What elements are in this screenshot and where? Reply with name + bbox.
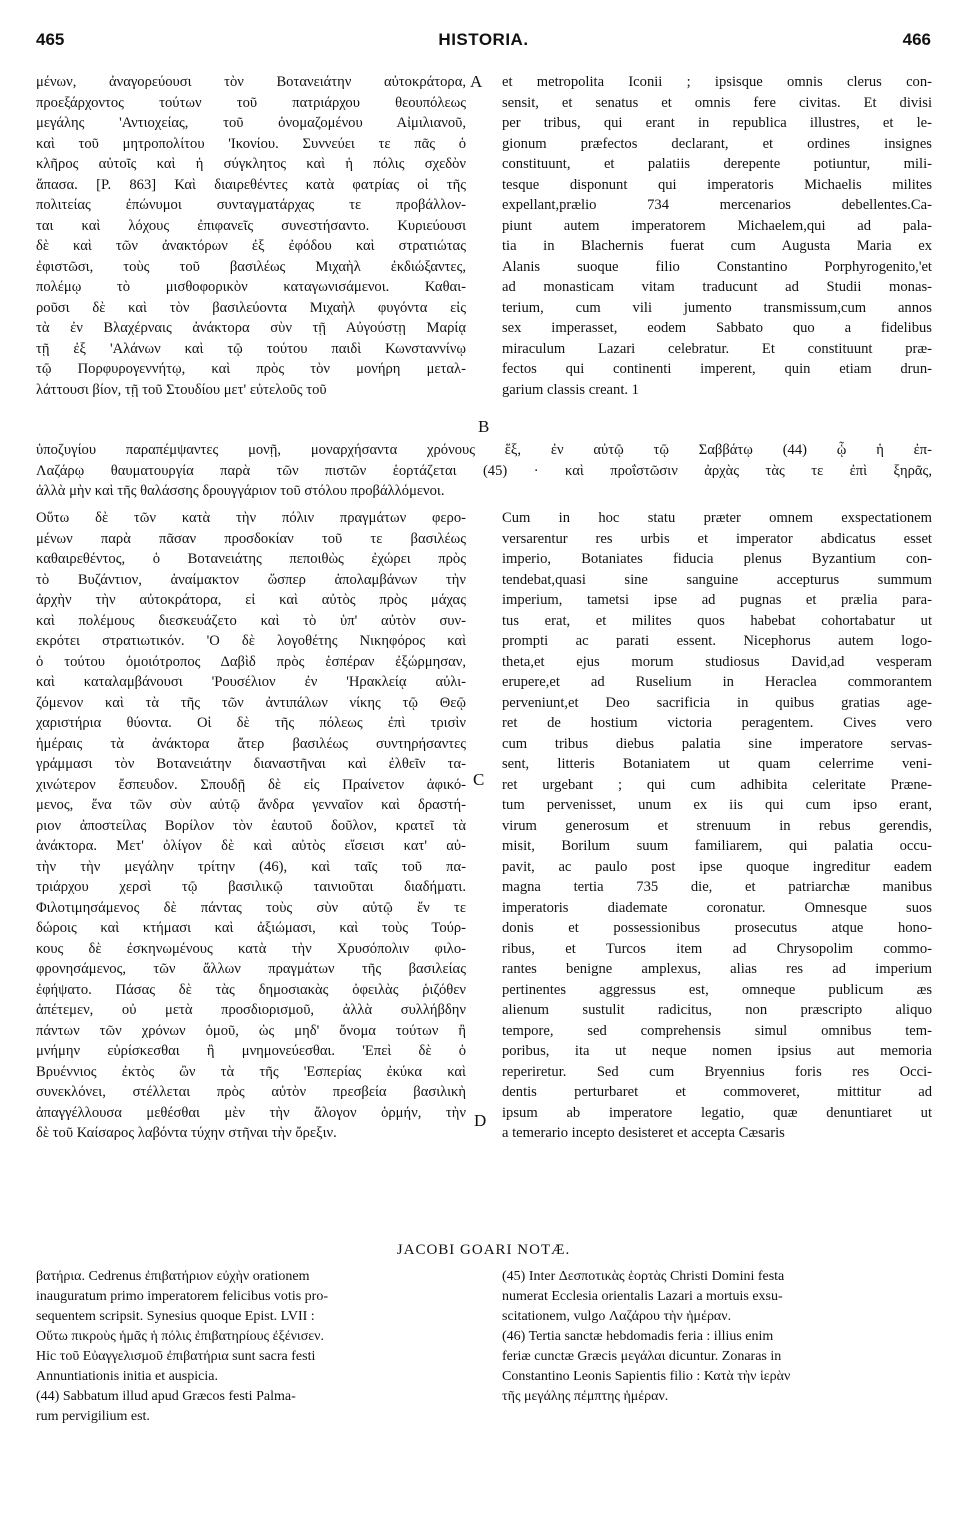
margin-letter-b: B xyxy=(478,417,490,436)
margin-letter-a: A xyxy=(470,72,483,91)
text-line: per tribus, qui erant in republica illustres, et le- xyxy=(502,115,932,131)
text-line: gionum præfectos declarant, et ordines insignes xyxy=(502,135,932,152)
greek-column-bottom xyxy=(36,508,466,1144)
text-line: numerat Ecclesia orientalis Lazari a mortuis exsu- xyxy=(502,1289,783,1304)
text-line: et metropolita Iconii ; ipsisque omnis clerus con- xyxy=(502,74,932,90)
text-line: πολιτείας ἐπώνυμοι συνταγματάρχας τε προβάλλον- xyxy=(36,197,466,213)
text-line: μένων παρὰ πᾶσαν προσδοκίαν τοῦ τε βασιλέως xyxy=(36,530,466,547)
text-line: tus erat, et milites quos habebat cohortabatur ut xyxy=(502,612,932,629)
text-line: Λαζάρῳ θαυματουργία παρὰ τῶν πιστῶν ἑορτάζεται (45) · καὶ προΐστῶσιν ἀρχὰς τὰς τε ἐπὶ ξηρᾶς, xyxy=(36,462,932,479)
text-line: ἅπασα. [P. 863] Καὶ διαιρεθέντες κατὰ φατρίας οἱ τῆς xyxy=(36,176,466,193)
text-line: κους δὲ ἐσκηνωμένους κατὰ τὴν Χρυσόπολιν φιλο- xyxy=(36,940,466,957)
notes-left-column xyxy=(36,1267,466,1427)
text-line: μεγάλης 'Αντιοχείας, τοῦ ὀνομαζομένου Αἰμιλιανοῦ, xyxy=(36,115,466,131)
text-line: tum pervenisset, unum ex iis qui cum ipso erant, xyxy=(502,797,932,813)
text-line: Annuntiationis initia et auspicia. xyxy=(36,1369,218,1384)
text-line: Alanis suoque filio Constantino Porphyrogenito,'et xyxy=(502,258,932,275)
text-line: piunt autem imperatorem Michaelem,qui ad pala- xyxy=(502,217,932,234)
text-line: expellant,prælio 734 mercenarios debellentes.Ca- xyxy=(502,197,932,213)
text-line: ριον ἀποστείλας Βορίλον τὸν ἑαυτοῦ δοῦλον, κρατεῖ τὰ xyxy=(36,817,466,834)
notes-heading: JACOBI GOARI NOTÆ. xyxy=(396,1242,571,1258)
notes-right-column xyxy=(502,1267,932,1407)
text-line: terium, cum vili jumento transmissum,cum annos xyxy=(502,299,932,316)
margin-letter-d: D xyxy=(474,1111,487,1130)
text-line: λάττουσι βίον, τῇ τοῦ Στουδίου μετ' εὐτελοῦς τοῦ xyxy=(36,381,327,398)
text-line: ἐφήψατο. Πάσας δὲ τὰς δημοσιακὰς ὀφειλὰς ῥιζόθεν xyxy=(36,981,466,998)
text-line: versarentur res urbis et imperator abdicatus esset xyxy=(502,530,932,547)
text-line: δὲ καὶ τῶν ἀνακτόρων ἐξ ἐφόδου καὶ στρατιώτας xyxy=(36,238,466,254)
text-line: τὸ Βυζάντιον, ἀναίμακτον ὥσπερ ἀπολαμβάνων τὴν xyxy=(36,571,466,588)
text-line: Cum in hoc statu præter omnem exspectationem xyxy=(502,510,932,526)
text-line: perveniunt,et Deo sacrificia in quibus gratias age- xyxy=(502,694,932,711)
text-line: sex imperasset, eodem Sabbato quo a fidelibus xyxy=(502,320,932,336)
text-line: τὴν τὴν μεγάλην τρίτην (46), καὶ ταῖς τοῦ πα- xyxy=(36,858,466,875)
latin-column-bottom xyxy=(502,508,932,1144)
text-line: virum generosum et strenuum in rebus gerendis, xyxy=(502,817,932,834)
text-line: κλῆρος αὐτοῖς καὶ ἡ σύγκλητος καὶ ἡ πόλις σχεδὸν xyxy=(36,156,466,172)
text-line: ipsum ab imperatore legatio, quæ denuntiaret ut xyxy=(502,1104,932,1121)
text-line: rantes benigne amplexus, alias res ad imperium xyxy=(502,961,932,977)
text-line: (46) Tertia sanctæ hebdomadis feria : illius enim xyxy=(502,1329,774,1344)
text-line: τῷ Πορφυρογεννήτῳ, καὶ πρὸς τὸν μονήρη μεταλ- xyxy=(36,361,466,377)
text-line: sent, litteris Botaniatem ut quam celerrime veni- xyxy=(502,756,932,772)
text-line: ribus, et Turcos item ad Chrysopolim commo- xyxy=(502,940,932,957)
text-line: ret urgebant ; qui cum adhibita celeritate Præne- xyxy=(502,776,932,793)
text-line: (45) Inter Δεσποτικὰς ἑορτὰς Christi Domini festa xyxy=(502,1269,785,1284)
text-line: τῇ ἐξ 'Αλάνων καὶ τῷ τούτου παιδὶ Κωνσταννίνῳ xyxy=(36,340,466,357)
text-line: dentis perturbaret et commoveret, mittitur ad xyxy=(502,1084,932,1100)
text-line: cum tribus diebus palatia sine imperatore servas- xyxy=(502,735,932,752)
text-line: reperiretur. Sed cum Bryennius foris res Occi- xyxy=(502,1063,932,1080)
text-line: ὑποζυγίου παραπέμψαντες μονῇ, μοναρχήσαντα χρόνους ἕξ, ἐν αὐτῷ τῷ Σαββάτῳ (44) ᾧ ἡ ἐπ- xyxy=(36,442,932,458)
text-line: τῆς μεγάλης πέμπτης ἡμέραν. xyxy=(502,1389,669,1404)
text-line: magna tertia 735 die, et patriarchæ manibus xyxy=(502,879,932,895)
text-line: tia in Blachernis fuerat cum Augusta Maria ex xyxy=(502,238,932,254)
text-line: μενος, ἕνα τῶν σὺν αὐτῷ ἄνδρα γενναῖον καὶ δραστή- xyxy=(36,797,466,813)
text-line: ὁ τούτου ὁμοιότροπος Δαβὶδ πρὸς ἑσπέραν ἐξώρμησαν, xyxy=(36,653,466,670)
text-line: συνεκλόνει, στέλλεται πρὸς αὐτὸν πρεσβεία βασιλικὴ xyxy=(36,1084,466,1100)
text-line: poribus, ita ut neque nomen ipsius aut memoria xyxy=(502,1043,932,1059)
text-line: καὶ καταλαμβάνουσι 'Ρουσέλιον ἐν 'Ηρακλείᾳ αὐλι- xyxy=(36,674,466,690)
full-width-lines xyxy=(36,440,932,502)
text-line: βατήρια. Cedrenus ἐπιβατήριον εὐχὴν orationem xyxy=(36,1269,310,1284)
text-line: fectos qui continenti imperent, quin etiam drun- xyxy=(502,361,932,377)
text-line: imperatoris diademate coronatur. Omnesque suos xyxy=(502,899,932,916)
text-line: ἀρχὴν τὴν αὐτοκράτορα, εἰ καὶ αὐτὸς πρὸς μάχας xyxy=(36,592,466,608)
text-line: Φιλοτιμησάμενος δὲ πάντας τοὺς σὺν αὐτῷ ἔν τε xyxy=(36,899,466,916)
text-line: ἀπέτεμεν, οὐ μετὰ προσδιορισμοῦ, ἀλλὰ συλλήβδην xyxy=(36,1002,466,1018)
text-line: μένων, ἀναγορεύουσι τὸν Βοτανειάτην αὐτοκράτορα, xyxy=(36,74,466,90)
text-line: rum pervigilium est. xyxy=(36,1409,150,1424)
text-line: Οὕτω πικροὺς ἡμᾶς ἡ πόλις ἐπιβατηρίους ἐξένισεν. xyxy=(36,1329,324,1344)
text-line: ροῦσι δὲ καὶ τὸν βασιλεύοντα Μιχαὴλ φυγόντα εἰς xyxy=(36,299,466,316)
text-line: ται καὶ λόχους ἐπιφανεῖς συνεστήσαντο. Κυριεύουσι xyxy=(36,217,466,234)
text-line: φρονησάμενος, τῶν ἄλλων πραγμάτων τῆς βασιλείας xyxy=(36,961,466,977)
text-line: ζόμενον καὶ τὰ τῆς τῶν ἀντιπάλων νίκης τῷ Θεῷ xyxy=(36,694,466,711)
text-line: inauguratum primo imperatorem felicibus votis pro- xyxy=(36,1289,328,1304)
text-line: ἡμέραις τὰ ἀνάκτορα ἄτερ βασιλέως συντηρήσαντες xyxy=(36,735,466,752)
text-line: imperium, tametsi ipse ad pugnas et prælia para- xyxy=(502,592,932,608)
text-line: ἀπαγγέλλουσα μεθέσθαι μὲν τὴν ἄλογον ὁρμήν, τὴν xyxy=(36,1104,466,1121)
text-line: ad monasticam vitam traducunt ad Studii monas- xyxy=(502,279,932,295)
text-line: sequentem scripsit. Synesius quoque Epist. LVII : xyxy=(36,1309,315,1324)
text-line: Hic τοῦ Εὐαγγελισμοῦ ἐπιβατήρια sunt sacra festi xyxy=(36,1349,316,1364)
text-line: καὶ τοῦ μητροπολίτου 'Ικονίου. Συννεύει τε πᾶς ὁ xyxy=(36,135,466,152)
text-line: pertinentes aggressus est, omneque publicum æs xyxy=(502,981,932,998)
text-line: tendebat,quasi sine sanguine accepturus summum xyxy=(502,571,932,588)
text-line: χινώτερον ἔσπευδον. Σπουδῇ δὲ εἰς Πραίνετον ἀφικό- xyxy=(36,776,466,793)
text-line: μνήμην εὑρίσκεσθαι ἢ μνημονεύεσθαι. 'Επεὶ δὲ ὁ xyxy=(36,1043,466,1059)
text-line: πάντων τῶν χρόνων ὁμοῦ, ὡς μηδ' ὄνομα τούτων ἢ xyxy=(36,1022,466,1039)
page-title: HISTORIA. xyxy=(438,30,529,49)
text-line: constituunt, et palatiis derepente potiuntur, mili- xyxy=(502,156,932,172)
text-line: ἐφιστῶσι, τοὺς τοῦ βασιλέως Μιχαὴλ ἐκδιώξαντες, xyxy=(36,258,466,275)
page-number-right: 466 xyxy=(902,30,931,49)
text-line: καὶ πολέμους διεσκευάζετο καὶ τὸ ὑπ' αὐτὸν συν- xyxy=(36,612,466,629)
text-line: Οὕτω δὲ τῶν κατὰ τὴν πόλιν πραγμάτων φερο- xyxy=(36,510,466,526)
text-line: a temerario incepto desisteret et accepta Cæsaris xyxy=(502,1125,785,1141)
text-line: theta,et ejus morum studiosus David,ad vesperam xyxy=(502,653,932,670)
latin-column-top xyxy=(502,72,932,400)
text-line: tesque disponunt qui imperatoris Michaelis milites xyxy=(502,176,932,193)
text-line: πολέμῳ τὸ μισθοφορικὸν καταγωνισάμενοι. Καθαι- xyxy=(36,279,466,295)
text-line: Βρυέννιος ἐκτὸς ὢν τὰ τῆς 'Εσπερίας ἐκύκα καὶ xyxy=(36,1063,466,1080)
text-line: prompti ac parati essent. Nicephorus autem logo- xyxy=(502,633,932,649)
text-line: ἀνάκτορα. Μετ' ὀλίγον δὲ καὶ αὐτὸς εἴσεισι κατ' αὐ- xyxy=(36,838,466,854)
text-line: εκρότει στρατιωτικόν. 'Ο δὲ λογοθέτης Νικηφόρος καὶ xyxy=(36,633,466,649)
text-line: γράμμασι τὸν Βοτανειάτην διαναστῆναι καὶ ἐλθεῖν τα- xyxy=(36,756,466,772)
greek-column-top xyxy=(36,72,466,400)
text-line: δὲ τοῦ Καίσαρος λαβόντα τύχην στῆναι τὴν ὄρεξιν. xyxy=(36,1125,337,1141)
text-line: garium classis creant. 1 xyxy=(502,381,639,398)
text-line: (44) Sabbatum illud apud Græcos festi Palma- xyxy=(36,1389,296,1404)
text-line: feriæ cunctæ Græcis μεγάλαι dicuntur. Zonaras in xyxy=(502,1349,782,1364)
text-line: alienum sustulit radicitus, non præscripto aliquo xyxy=(502,1002,932,1018)
text-line: δώροις καὶ κτήμασι καὶ ἀξιώμασι, καὶ τοὺς Τούρ- xyxy=(36,920,466,936)
text-line: tempore, sed comprehensis simul omnibus tem- xyxy=(502,1022,932,1039)
running-head xyxy=(36,30,931,54)
text-line: ret de hostium victoria peragentem. Cives vero xyxy=(502,715,932,731)
text-line: Constantino Leonis Sapientis filio : Κατὰ τὴν ἱερὰν xyxy=(502,1369,791,1384)
text-line: donis et possessionibus prosecutus atque hono- xyxy=(502,920,932,936)
text-line: τὰ ἐν Βλαχέρναις ἀνάκτορα σὺν τῇ Αὐγούστῃ Μαρίᾳ xyxy=(36,320,466,336)
text-line: miraculum Lazari celebratur. Et constituunt præ- xyxy=(502,340,932,357)
text-line: imperio, Botaniates fiducia plenus Byzantium con- xyxy=(502,551,932,567)
text-line: καθαιρεθέντος, ὁ Βοτανειάτης πεποιθὼς ἐχώρει πρὸς xyxy=(36,551,466,567)
text-line: ἀλλὰ μὴν καὶ τῆς θαλάσσης δρουγγάριον τοῦ στόλου προβάλλόμενοι. xyxy=(36,483,445,499)
text-line: pavit, ac paulo post ipse quoque ingreditur eadem xyxy=(502,858,932,875)
text-line: scitationem, vulgo Λαζάρου τὴν ἡμέραν. xyxy=(502,1309,732,1324)
text-line: sensit, et senatus et omnis fere civitas. Et divisi xyxy=(502,94,932,111)
text-line: misit, Borilum suum familiarem, qui palatia occu- xyxy=(502,838,932,854)
margin-letter-c: C xyxy=(473,770,485,789)
text-line: χαριστήρια θύοντα. Οἱ δὲ τῆς πόλεως ἐπὶ τρισὶν xyxy=(36,715,466,731)
text-line: τριάρχου χερσὶ τῷ βασιλικῷ ταινιοῦται διαδήματι. xyxy=(36,879,466,895)
text-line: erupere,et ad Ruselium in Heraclea commorantem xyxy=(502,674,932,690)
text-line: προεξάρχοντος τούτων τοῦ πατριάρχου θεουπόλεως xyxy=(36,94,466,111)
page-number-left: 465 xyxy=(36,30,65,49)
